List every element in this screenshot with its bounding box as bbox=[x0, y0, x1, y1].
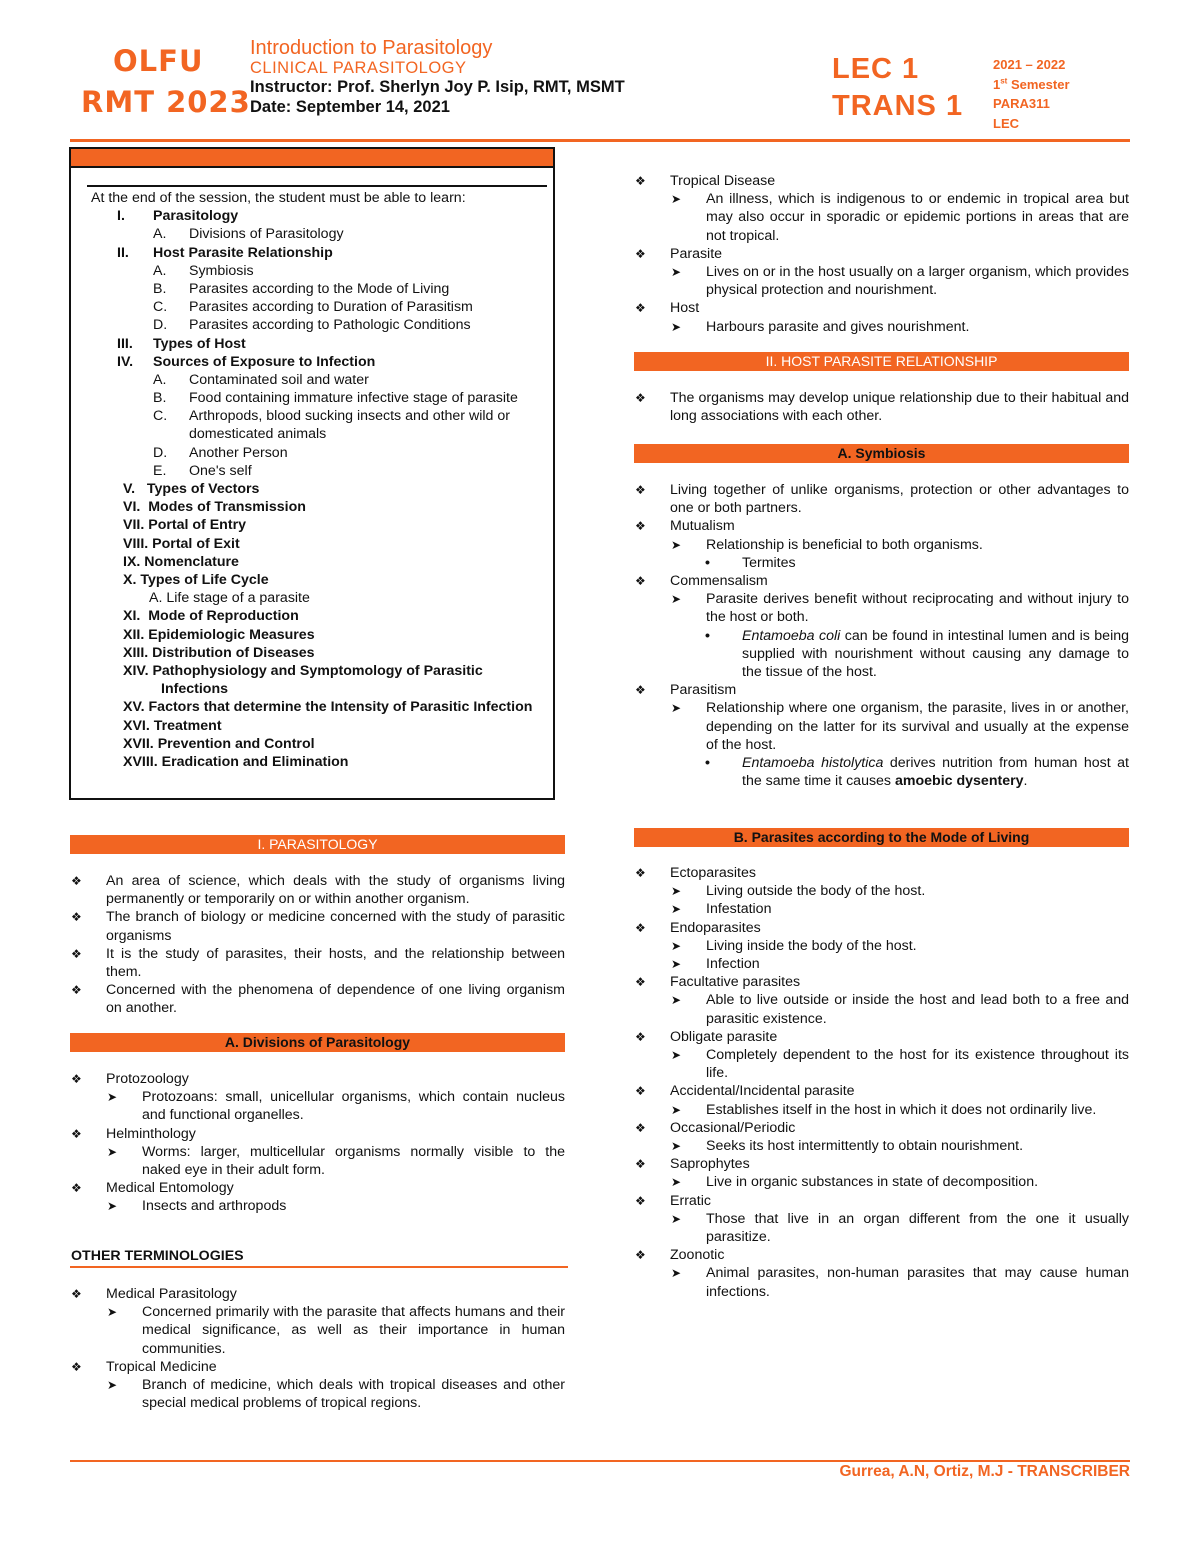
objective-item: C. Parasites according to Duration of Parasitism bbox=[153, 299, 473, 316]
section-hpr-heading: II. HOST PARASITE RELATIONSHIP bbox=[634, 352, 1129, 371]
objective-item: B. Parasites according to the Mode of Living bbox=[153, 280, 450, 297]
list-item: ❖ The organisms may develop unique relationship due to their habitual and long associations with each other. bbox=[635, 389, 1129, 425]
section-symbiosis-heading: A. Symbiosis bbox=[634, 444, 1129, 463]
list-item: ➤ Concerned primarily with the parasite that affects humans and their medical significance, as well as their importance in human communities. bbox=[71, 1303, 565, 1358]
list-item: ➤ Live in organic substances in state of decomposition. bbox=[635, 1173, 1129, 1191]
list-item: ➤ Living outside the body of the host. bbox=[635, 882, 1129, 900]
list-item: ➤ Establishes itself in the host in which it does not ordinarily live. bbox=[635, 1101, 1129, 1119]
objective-item: XIV. Pathophysiology and Symptomology of Parasitic Infections bbox=[123, 662, 483, 698]
objective-item: A. Divisions of Parasitology bbox=[153, 226, 344, 243]
mode-of-living-list bbox=[635, 864, 1129, 1301]
list-item: ❖ Parasitism bbox=[635, 681, 1129, 699]
objective-item: VIII. Portal of Exit bbox=[123, 535, 240, 552]
objective-item: B. Food containing immature infective stage of parasite bbox=[153, 390, 518, 407]
list-item: ❖ Accidental/Incidental parasite bbox=[635, 1082, 1129, 1100]
doc-title: Introduction to Parasitology bbox=[250, 37, 493, 59]
lec-label: LEC 1 bbox=[832, 53, 920, 85]
list-item: ❖ Tropical Disease bbox=[635, 172, 1129, 190]
list-item: ❖ Protozoology bbox=[71, 1070, 565, 1088]
objectives-intro: At the end of the session, the student must be able to learn: bbox=[91, 190, 466, 206]
parasitology-definitions bbox=[71, 872, 565, 1018]
doc-subtitle: CLINICAL PARASITOLOGY bbox=[250, 59, 467, 77]
objective-item: II. Host Parasite Relationship bbox=[117, 244, 333, 261]
list-item: ❖ Ectoparasites bbox=[635, 864, 1129, 882]
list-item: ❖ Concerned with the phenomena of dependence of one living organism on another. bbox=[71, 981, 565, 1017]
list-item: ❖ Endoparasites bbox=[635, 919, 1129, 937]
objective-item: D. Parasites according to Pathologic Conditions bbox=[153, 317, 471, 334]
objective-item: XIII. Distribution of Diseases bbox=[123, 644, 315, 661]
list-item: ➤ Parasite derives benefit without reciprocating and without injury to the host or both. bbox=[635, 590, 1129, 626]
section-divisions-heading: A. Divisions of Parasitology bbox=[70, 1033, 565, 1052]
list-item: ❖ Erratic bbox=[635, 1192, 1129, 1210]
list-item: ➤ Relationship is beneficial to both organisms. bbox=[635, 536, 1129, 554]
objective-item: XII. Epidemiologic Measures bbox=[123, 626, 315, 643]
list-item: ❖ Obligate parasite bbox=[635, 1028, 1129, 1046]
objectives-box bbox=[69, 147, 555, 800]
divisions-list bbox=[71, 1070, 565, 1216]
objective-item: X. Types of Life Cycle bbox=[123, 571, 269, 588]
objective-item: I. Parasitology bbox=[117, 208, 239, 225]
course-type: LEC bbox=[993, 115, 1019, 131]
brand-rmt: RMT 2023 bbox=[81, 85, 251, 119]
list-item: • Termites bbox=[635, 554, 1129, 572]
list-item: • Entamoeba coli can be found in intestinal lumen and is being supplied with nourishment without causing any damage to the tissue of the host. bbox=[635, 627, 1129, 682]
instructor: Instructor: Prof. Sherlyn Joy P. Isip, RMT, MSMT bbox=[250, 78, 625, 97]
terms-list bbox=[635, 172, 1129, 336]
list-item: ❖ Medical Parasitology bbox=[71, 1285, 565, 1303]
list-item: ➤ Worms: larger, multicellular organisms normally visible to the naked eye in their adult form. bbox=[71, 1143, 565, 1179]
list-item: ➤ Insects and arthropods bbox=[71, 1197, 565, 1215]
footer-divider bbox=[70, 1460, 1130, 1462]
list-item: ➤ Protozoans: small, unicellular organisms, which contain nucleus and functional organelles. bbox=[71, 1088, 565, 1124]
objectives-list bbox=[91, 189, 547, 771]
objective-item: E. One's self bbox=[153, 462, 252, 479]
brand-olfu: OLFU bbox=[113, 44, 204, 78]
objective-item: XVIII. Eradication and Elimination bbox=[123, 753, 349, 770]
list-item: ➤ Infection bbox=[635, 955, 1129, 973]
other-terminologies-list bbox=[71, 1285, 565, 1412]
list-item: ➤ Relationship where one organism, the parasite, lives in or another, depending on the latter for its survival and usually at the expense of the host. bbox=[635, 699, 1129, 754]
objective-item: D. Another Person bbox=[153, 444, 288, 461]
list-item: ❖ Mutualism bbox=[635, 517, 1129, 535]
objective-item: VI. Modes of Transmission bbox=[123, 499, 306, 516]
list-item: ❖ The branch of biology or medicine concerned with the study of parasitic organisms bbox=[71, 908, 565, 944]
header-divider bbox=[70, 139, 1130, 142]
list-item: ❖ Medical Entomology bbox=[71, 1179, 565, 1197]
list-item: ➤ Infestation bbox=[635, 900, 1129, 918]
list-item: ❖ Helminthology bbox=[71, 1125, 565, 1143]
hpr-text bbox=[635, 389, 1129, 425]
symbiosis-list bbox=[635, 481, 1129, 790]
semester-info bbox=[993, 55, 1070, 133]
list-item: ❖ Occasional/Periodic bbox=[635, 1119, 1129, 1137]
date: Date: September 14, 2021 bbox=[250, 97, 450, 116]
objective-item: C. Arthropods, blood sucking insects and other wild or domesticated animals bbox=[153, 408, 510, 443]
list-item: ➤ Harbours parasite and gives nourishment. bbox=[635, 318, 1129, 336]
trans-label: TRANS 1 bbox=[832, 90, 964, 122]
objective-item: IV. Sources of Exposure to Infection bbox=[117, 353, 376, 370]
other-terminologies-heading: OTHER TERMINOLOGIES bbox=[71, 1248, 244, 1264]
section-mode-of-living-heading: B. Parasites according to the Mode of Living bbox=[634, 828, 1129, 847]
list-item: ➤ Those that live in an organ different from the one it usually parasitize. bbox=[635, 1210, 1129, 1246]
objective-item: XVII. Prevention and Control bbox=[123, 735, 315, 752]
objective-item: A. Symbiosis bbox=[153, 262, 254, 279]
objective-item: V. Types of Vectors bbox=[123, 481, 260, 498]
list-item: ❖ Zoonotic bbox=[635, 1246, 1129, 1264]
list-item: ➤ Seeks its host intermittently to obtain nourishment. bbox=[635, 1137, 1129, 1155]
list-item: ➤ An illness, which is indigenous to or endemic in tropical area but may also occur in sporadic or epidemic portions in areas that are not tropical. bbox=[635, 190, 1129, 245]
list-item: • Entamoeba histolytica derives nutrition from human host at the same time it causes amoebic dysentery. bbox=[635, 754, 1129, 790]
course-code: PARA311 bbox=[993, 96, 1050, 111]
objective-item: XI. Mode of Reproduction bbox=[123, 608, 299, 625]
list-item: ❖ Commensalism bbox=[635, 572, 1129, 590]
year: 2021 – 2022 bbox=[993, 57, 1066, 72]
list-item: ❖ Host bbox=[635, 299, 1129, 317]
objectives-header-bar bbox=[71, 149, 553, 168]
list-item: ❖ Facultative parasites bbox=[635, 973, 1129, 991]
objective-item: XV. Factors that determine the Intensity of Parasitic Infection bbox=[123, 699, 533, 716]
objective-item: III. Types of Host bbox=[117, 335, 246, 352]
objective-item: VII. Portal of Entry bbox=[123, 517, 246, 534]
list-item: ❖ An area of science, which deals with the study of organisms living permanently or temporarily on or within another organism. bbox=[71, 872, 565, 908]
list-item: ➤ Lives on or in the host usually on a larger organism, which provides physical protection and nourishment. bbox=[635, 263, 1129, 299]
doc-header-info bbox=[250, 37, 625, 118]
objective-item: A. Contaminated soil and water bbox=[153, 371, 369, 388]
list-item: ➤ Completely dependent to the host for its existence throughout its life. bbox=[635, 1046, 1129, 1082]
semester: 1st Semester bbox=[993, 76, 1070, 92]
list-item: ➤ Able to live outside or inside the host and lead both to a free and parasitic existence. bbox=[635, 991, 1129, 1027]
section-parasitology-heading: I. PARASITOLOGY bbox=[70, 835, 565, 854]
list-item: ❖ Parasite bbox=[635, 245, 1129, 263]
list-item: ➤ Animal parasites, non-human parasites that may cause human infections. bbox=[635, 1264, 1129, 1300]
list-item: ➤ Living inside the body of the host. bbox=[635, 937, 1129, 955]
objective-item: XVI. Treatment bbox=[123, 717, 222, 734]
list-item: ❖ Living together of unlike organisms, protection or other advantages to one or both partners. bbox=[635, 481, 1129, 517]
list-item: ➤ Branch of medicine, which deals with tropical diseases and other special medical problems of tropical regions. bbox=[71, 1376, 565, 1412]
list-item: ❖ It is the study of parasites, their hosts, and the relationship between them. bbox=[71, 945, 565, 981]
list-item: ❖ Tropical Medicine bbox=[71, 1358, 565, 1376]
list-item: ❖ Saprophytes bbox=[635, 1155, 1129, 1173]
transcriber-credit: Gurrea, A.N, Ortiz, M.J - TRANSCRIBER bbox=[839, 1463, 1130, 1480]
other-terminologies-rule bbox=[70, 1266, 568, 1268]
objective-item: A. Life stage of a parasite bbox=[149, 590, 310, 607]
objective-item: IX. Nomenclature bbox=[123, 553, 239, 570]
objectives-rule bbox=[87, 185, 547, 187]
